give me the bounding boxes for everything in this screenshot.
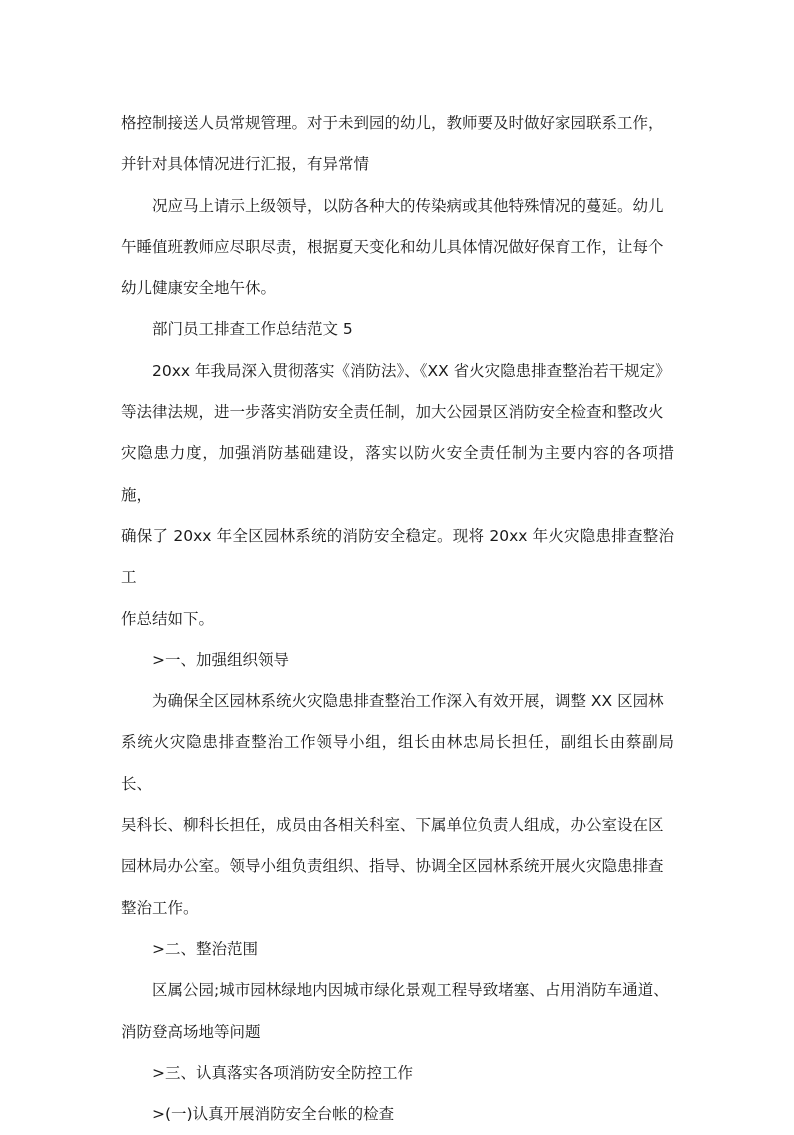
text-line: 区属公园;城市园林绿地内因城市绿化景观工程导致堵塞、占用消防车通道、 bbox=[152, 981, 669, 1000]
text-line: 灾隐患力度，加强消防基础建设，落实以防火安全责任制为主要内容的各项措施， bbox=[121, 444, 674, 504]
text-line: >(一)认真开展消防安全台帐的检查 bbox=[152, 1105, 395, 1124]
text-line: 吴科长、柳科长担任，成员由各相关科室、下属单位负责人组成，办公室设在区 bbox=[121, 816, 664, 835]
text-line: 午睡值班教师应尽职尽责，根据夏天变化和幼儿具体情况做好保育工作，让每个 bbox=[121, 237, 664, 256]
text-line: 并针对具体情况进行汇报，有异常情 bbox=[121, 155, 370, 174]
text-line: 幼儿健康安全地午休。 bbox=[121, 279, 277, 298]
text-line: 格控制接送人员常规管理。对于未到园的幼儿，教师要及时做好家园联系工作， bbox=[121, 114, 664, 132]
paragraph bbox=[121, 640, 674, 681]
text-line: 作总结如下。 bbox=[121, 609, 215, 628]
paragraph bbox=[121, 1053, 674, 1094]
text-line: 消防登高场地等问题 bbox=[121, 1022, 261, 1041]
paragraph bbox=[121, 681, 674, 929]
paragraph bbox=[121, 970, 674, 1053]
text-line: 确保了 20xx 年全区园林系统的消防安全稳定。现将 20xx 年火灾隐患排查整治工 bbox=[121, 526, 674, 587]
paragraph bbox=[121, 309, 674, 350]
paragraph bbox=[121, 351, 674, 640]
document-page bbox=[121, 103, 674, 1135]
text-line: 况应马上请示上级领导，以防各种大的传染病或其他特殊情况的蔓延。幼儿 bbox=[152, 196, 664, 215]
paragraph bbox=[121, 103, 674, 186]
text-line: 系统火灾隐患排查整治工作领导小组，组长由林忠局长担任，副组长由蔡副局长、 bbox=[121, 733, 674, 793]
text-line: 为确保全区园林系统火灾隐患排查整治工作深入有效开展，调整 XX 区园林 bbox=[152, 692, 664, 711]
text-line: >二、整治范围 bbox=[152, 939, 258, 958]
paragraph bbox=[121, 1094, 674, 1135]
paragraph bbox=[121, 186, 674, 310]
paragraph bbox=[121, 929, 674, 970]
text-line: 部门员工排查工作总结范文 5 bbox=[152, 320, 353, 339]
text-line: 整治工作。 bbox=[121, 898, 199, 917]
text-line: >一、加强组织领导 bbox=[152, 650, 289, 669]
text-line: 20xx 年我局深入贯彻落实《消防法》、《XX 省火灾隐患排查整治若干规定》 bbox=[152, 361, 671, 380]
text-line: 等法律法规，进一步落实消防安全责任制，加大公园景区消防安全检查和整改火 bbox=[121, 403, 664, 422]
text-line: >三、认真落实各项消防安全防控工作 bbox=[152, 1063, 413, 1082]
text-line: 园林局办公室。领导小组负责组织、指导、协调全区园林系统开展火灾隐患排查 bbox=[121, 857, 664, 876]
